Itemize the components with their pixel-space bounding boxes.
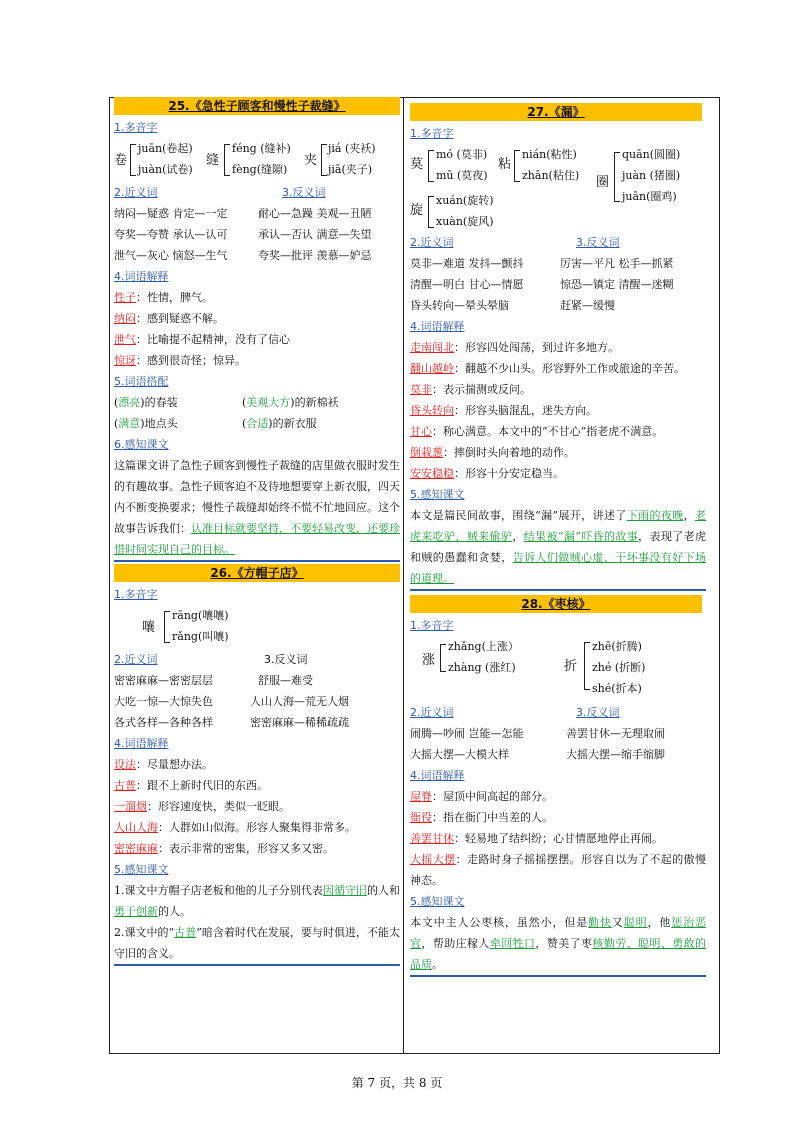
collocation-row: (漂亮)的春装 (美观大方)的新棉袄 (114, 396, 339, 409)
section-heading: 1.多音字 (410, 619, 454, 632)
synonym-pair: 纳闷—疑惑 肯定—一定 (114, 207, 228, 220)
definition-item: 泄气：比喻提不起精神，没有了信心 (114, 333, 290, 346)
lesson-27-title: 27.《漏》 (410, 103, 702, 121)
synonym-pair: 大吃一惊—大惊失色 (114, 695, 213, 708)
syn-ant-headings (410, 702, 716, 723)
definition-item: 安安稳稳：形容十分安定稳当。 (410, 467, 564, 480)
definition-item: 昏头转向：形容头脑混乱，迷失方向。 (410, 404, 597, 417)
brace (321, 144, 327, 176)
definition-item: 性子：性情，脾气。 (114, 291, 213, 304)
lesson-summary-2: 2.课文中的“古普”暗含着时代在发展，要与时俱进，不能太守旧的含义。 (114, 922, 400, 966)
lesson-summary: 本文中主人公枣核，虽然小，但是勤快又聪明，他惩治恶官，帮助庄稼人牵回牲口，赞美了枣核勤劳、聪明、勇敢的品质。 (410, 912, 706, 977)
lesson-25 (114, 97, 400, 562)
reading: jiá (夹袄) (328, 142, 376, 155)
definition-item: 倒栽葱：摔倒时头向着地的动作。 (410, 446, 575, 459)
definition-item: 衙役：指在衙门中当差的人。 (410, 811, 553, 824)
synonym-pair: 大摇大摆—大模大样 (410, 748, 509, 761)
antonym-pair: 大摇大摆—缩手缩脚 (566, 748, 665, 761)
reading: nián(粘性) (522, 148, 577, 161)
synonym-pair: 泄气—灰心 恼怒—生气 (114, 249, 228, 262)
reading: rāng(嚷嚷) (172, 609, 229, 622)
right-column (410, 97, 716, 977)
antonym-pair: 人山人海—荒无人烟 (250, 695, 349, 708)
polyphone-char: 莫 (410, 157, 424, 172)
polyphone-group (114, 138, 400, 182)
brace (514, 150, 520, 182)
synonym-pair: 夸奖—夸赞 承认—认可 (114, 228, 228, 241)
polyphone-char: 缝 (206, 153, 220, 168)
definition-item: 善罢甘休：轻易地了结纠纷；心甘情愿地停止再闹。 (410, 832, 663, 845)
reading: shé(折本) (592, 682, 642, 695)
section-heading: 6.感知课文 (114, 438, 169, 451)
brace (440, 644, 446, 672)
brace (224, 144, 230, 176)
antonym-pair: 善罢甘休—无理取闹 (566, 727, 665, 740)
section-heading: 2.近义词 (410, 236, 454, 249)
reading: zhàng (涨红) (448, 661, 516, 674)
definition-item: 纳闷：感到疑惑不解。 (114, 312, 224, 325)
reading: quān(圆圈) (622, 148, 681, 161)
section-heading: 1.多音字 (114, 588, 158, 601)
synonym-pair: 昏头转向—晕头晕脑 (410, 299, 509, 312)
antonym-pair: 厉害—平凡 松手—抓紧 (560, 257, 674, 270)
lesson-summary: 这篇课文讲了急性子顾客到慢性子裁缝的店里做衣服时发生的有趣故事。急性子顾客迫不及待地想要穿上新衣服，四天内不断变换要求；慢性子裁缝却始终不慌不忙地回应。这个故事告诉我们：认准目标就要坚持，不要轻易改变，还要珍惜时间实现自己的目标。 (114, 455, 400, 562)
reading: jiā(夹子) (328, 163, 373, 176)
section-heading: 4.词语解释 (410, 320, 465, 333)
section-heading: 2.近义词 (410, 706, 454, 719)
definition-item: 一溜烟：形容速度快，类似一眨眼。 (114, 800, 290, 813)
reading: mū (莫夜) (436, 169, 488, 182)
brace (428, 196, 434, 228)
column-divider (403, 97, 404, 1054)
polyphone-char: 嚷 (142, 620, 156, 635)
syn-ant-headings (114, 649, 400, 670)
reading: juān(圈鸡) (622, 190, 677, 203)
collocation-row: (满意)地点头 (合适)的新衣服 (114, 417, 317, 430)
polyphone-char: 卷 (114, 153, 128, 168)
polyphone-char: 涨 (422, 653, 436, 668)
reading: mó (莫非) (436, 148, 488, 161)
lesson-26 (114, 564, 400, 966)
antonym-pair: 舒服—难受 (258, 674, 313, 687)
polyphone-group (410, 636, 716, 702)
reading: juàn (猪圈) (622, 169, 681, 182)
definition-item: 惊讶：感到很奇怪；惊异。 (114, 354, 246, 367)
reading: zhǎng(上涨） (448, 640, 519, 653)
definition-item: 设法：尽量想办法。 (114, 758, 213, 771)
left-column (114, 97, 400, 966)
lesson-summary-1: 1.课文中方帽子店老板和他的儿子分别代表因循守旧的人和勇于创新的人。 (114, 884, 401, 918)
section-heading: 2.近义词 (114, 186, 158, 199)
lesson-25-title: 25.《急性子顾客和慢性子裁缝》 (114, 97, 400, 115)
definition-item: 翻山越岭：翻越不少山头。形容野外工作或旅途的辛苦。 (410, 362, 685, 375)
lesson-27 (410, 97, 716, 591)
lesson-28-title: 28.《枣核》 (410, 595, 702, 613)
antonym-pair: 耐心—急躁 美观—丑陋 (258, 207, 372, 220)
antonym-pair: 密密麻麻—稀稀疏疏 (250, 716, 349, 729)
reading: féng (缝补) (232, 142, 291, 155)
brace (130, 144, 136, 176)
polyphone-group (410, 144, 716, 232)
section-heading: 5.感知课文 (410, 488, 465, 501)
lesson-28 (410, 595, 716, 977)
reading: fèng(缝隙) (232, 163, 288, 176)
reading: juān(卷起) (138, 142, 193, 155)
synonym-pair: 莫非—难道 发抖—颤抖 (410, 257, 524, 270)
reading: rǎng(叫嚷) (172, 630, 229, 643)
section-heading: 3.反义词 (576, 706, 620, 719)
brace (614, 152, 620, 202)
definition-item: 古普：跟不上新时代旧的东西。 (114, 779, 268, 792)
antonym-pair: 赶紧—缓慢 (560, 299, 615, 312)
section-heading: 3.反义词 (282, 186, 326, 199)
section-heading: 2.近义词 (114, 653, 158, 666)
section-heading: 4.词语解释 (114, 270, 169, 283)
polyphone-char: 旋 (410, 203, 424, 218)
synonym-pair: 各式各样—各种各样 (114, 716, 213, 729)
reading: juàn(试卷) (138, 163, 193, 176)
syn-ant-headings (114, 182, 400, 203)
polyphone-group (114, 605, 400, 649)
definition-item: 甘心：称心满意。本文中的“不甘心”指老虎不满意。 (410, 425, 664, 438)
definition-item: 莫非：表示揣测或反问。 (410, 383, 531, 396)
polyphone-char: 折 (564, 659, 578, 674)
definition-item: 屋脊：屋顶中间高起的部分。 (410, 790, 553, 803)
synonym-pair: 闹腾—吵闹 岂能—怎能 (410, 727, 524, 740)
polyphone-char: 圈 (596, 175, 610, 190)
definition-item: 大摇大摆：走路时身子摇摇摆摆。形容自以为了不起的傲慢神态。 (410, 853, 707, 887)
brace (584, 642, 590, 690)
reading: zhān(粘住) (522, 169, 580, 182)
polyphone-char: 夹 (304, 153, 318, 168)
antonym-pair: 承认—否认 满意—失望 (258, 228, 372, 241)
section-heading: 4.词语解释 (114, 737, 169, 750)
synonym-pair: 清醒—明白 甘心—情愿 (410, 278, 524, 291)
section-heading: 4.词语解释 (410, 769, 465, 782)
lesson-summary: 本文是篇民间故事，围绕“漏”展开，讲述了下雨的夜晚，老虎来吃驴，贼来偷驴，结果被“漏”吓昏的故事，表现了老虎和贼的愚蠢和贪婪，告诉人们做贼心虚、干坏事没有好下场的道理。 (410, 505, 706, 591)
section-heading: 5.感知课文 (410, 895, 465, 908)
reading: zhē(折腾) (592, 640, 642, 653)
lesson-26-title: 26.《方帽子店》 (114, 564, 400, 582)
brace (428, 150, 434, 182)
page-footer: 第 7 页，共 8 页 (351, 1076, 443, 1090)
section-heading: 5.词语搭配 (114, 375, 169, 388)
reading: zhé (折断) (592, 661, 646, 674)
definition-item: 走南闯北：形容四处闯荡，到过许多地方。 (410, 341, 619, 354)
section-heading: 3.反义词 (264, 653, 308, 666)
synonym-pair: 密密麻麻—密密层层 (114, 674, 213, 687)
polyphone-char: 粘 (498, 157, 512, 172)
definition-item: 人山人海：人群如山似海。形容人聚集得非常多。 (114, 821, 356, 834)
syn-ant-headings (410, 232, 716, 253)
section-heading: 1.多音字 (410, 127, 454, 140)
reading: xuàn(旋风) (436, 215, 494, 228)
antonym-pair: 惊恐—镇定 清醒—迷糊 (560, 278, 674, 291)
definition-item: 密密麻麻：表示非常的密集，形容又多又密。 (114, 842, 334, 855)
reading: xuán(旋转) (436, 194, 494, 207)
section-heading: 5.感知课文 (114, 863, 169, 876)
section-heading: 3.反义词 (576, 236, 620, 249)
antonym-pair: 夸奖—批评 羡慕—妒忌 (258, 249, 372, 262)
section-heading: 1.多音字 (114, 121, 158, 134)
brace (164, 611, 170, 643)
